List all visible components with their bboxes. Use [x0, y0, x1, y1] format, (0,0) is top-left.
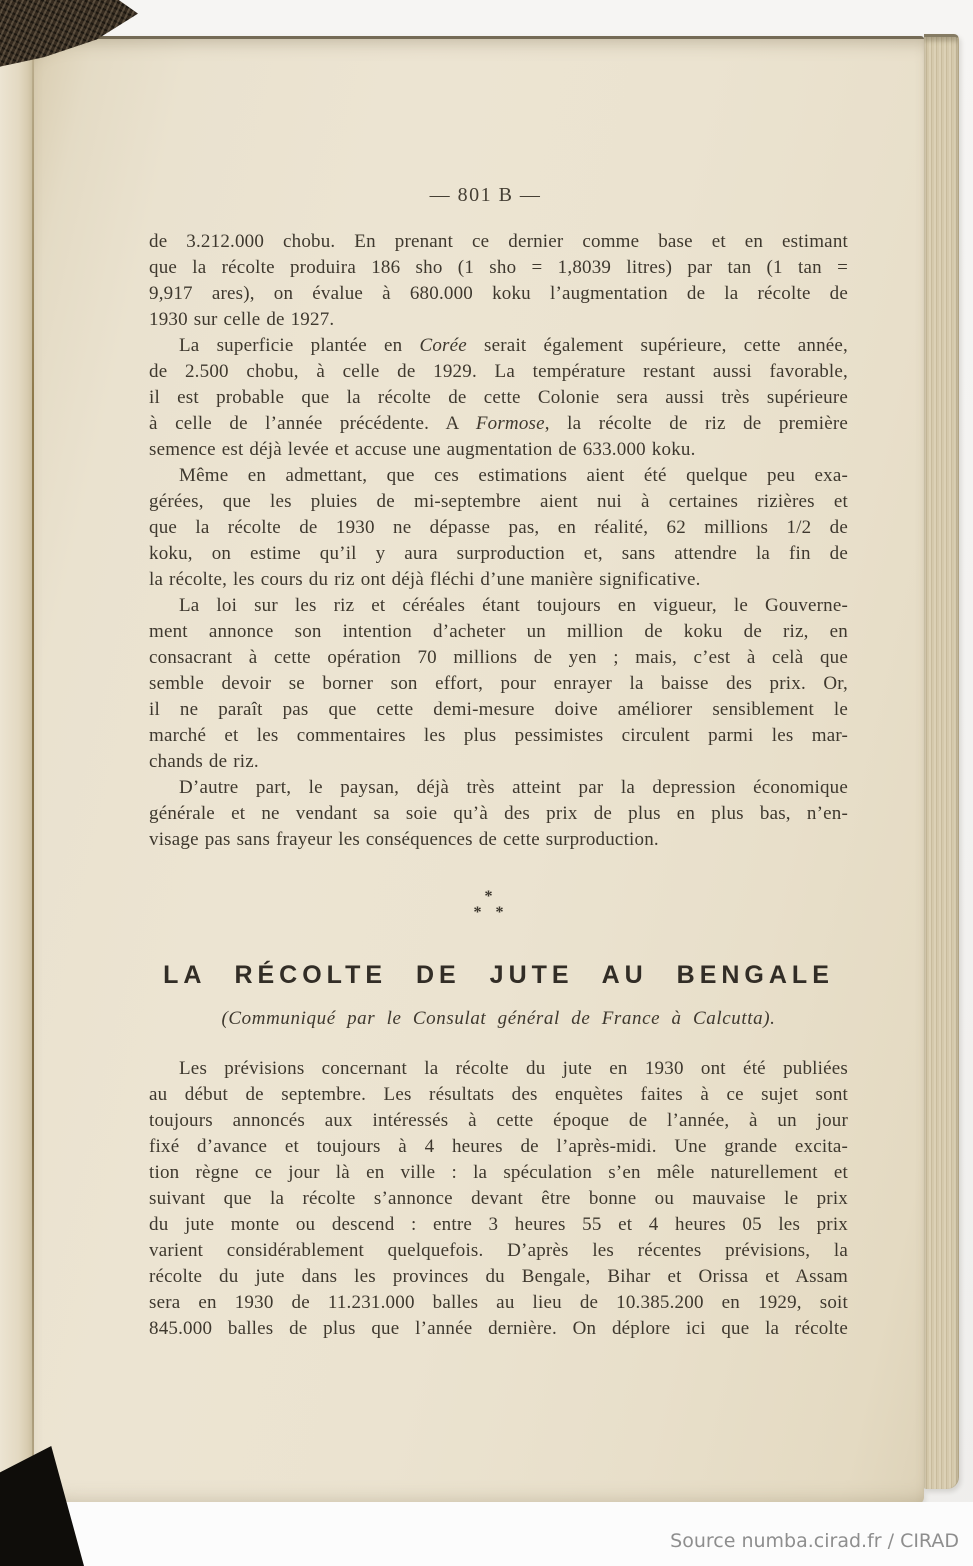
text-line: récolte du jute dans les provinces du Bengale, Bihar et Orissa et Assam	[149, 1266, 848, 1287]
facing-page	[0, 44, 34, 1566]
text-line: gérées, que les pluies de mi-septembre aient nui à certaines rizières et	[149, 491, 848, 512]
text-line: sera en 1930 de 11.231.000 balles au lieu de 10.385.200 en 1929, soit	[149, 1292, 848, 1313]
text-line: générale et ne vendant sa soie qu’à des prix de plus en plus bas, n’en-	[149, 803, 848, 824]
text-line: chands de riz.	[149, 751, 259, 772]
jute-article	[149, 1056, 848, 1342]
text-line: marché et les commentaires les plus pessimistes circulent parmi les mar-	[149, 725, 848, 746]
text-line: 845.000 balles de plus que l’année dernière. On déplore ici que la récolte	[149, 1318, 848, 1339]
text-line: il ne paraît pas que cette demi-mesure doive améliorer sensiblement le	[149, 699, 848, 720]
text-line: La superficie plantée en Corée serait également supérieure, cette année,	[179, 335, 848, 356]
paragraph	[149, 1056, 848, 1342]
text-line: visage pas sans frayeur les conséquences de cette surproduction.	[149, 829, 659, 850]
text-line: toujours annoncés aux intéressés à cette époque de l’année, à un jour	[149, 1110, 848, 1131]
text-line: suivant que la récolte s’annonce devant être bonne ou mauvaise le prix	[149, 1188, 848, 1209]
text-line: 1930 sur celle de 1927.	[149, 309, 335, 330]
text-line: La loi sur les riz et céréales étant toujours en vigueur, le Gouverne-	[179, 595, 848, 616]
rice-article	[149, 229, 848, 853]
text-line: ment annonce son intention d’acheter un million de koku de riz, en	[149, 621, 848, 642]
asterism-top: *	[484, 888, 493, 905]
text-line: D’autre part, le paysan, déjà très atteint par la depression économique	[179, 777, 848, 798]
text-line: à celle de l’année précédente. A Formose, la récolte de riz de première	[149, 413, 848, 434]
text-line: il est probable que la récolte de cette Colonie sera aussi très supérieure	[149, 387, 848, 408]
paragraph	[149, 593, 848, 775]
asterism-separator	[139, 889, 838, 921]
paragraph	[149, 775, 848, 853]
printed-page-content	[149, 184, 848, 1342]
text-line: consacrant à cette opération 70 millions de yen ; mais, c’est à celà que	[149, 647, 848, 668]
asterism-bottom: * *	[473, 904, 504, 921]
page-number: — 801 B —	[429, 184, 542, 206]
gutter-crease	[32, 52, 34, 1490]
text-line: koku, on estime qu’il y aura surproduction et, sans attendre la fin de	[149, 543, 848, 564]
text-line: que la récolte produira 186 sho (1 sho = 1,8039 litres) par tan (1 tan =	[149, 257, 848, 278]
text-line: 9,917 ares), on évalue à 680.000 koku l’augmentation de la récolte de	[149, 283, 848, 304]
text-line: la récolte, les cours du riz ont déjà fléchi d’une manière significative.	[149, 569, 701, 590]
text-line: fixé d’avance et toujours à 4 heures de l’après-midi. Une grande excita-	[149, 1136, 848, 1157]
paragraph	[149, 229, 848, 333]
paragraph	[149, 463, 848, 593]
jute-article-subtitle: (Communiqué par le Consulat général de France à Calcutta).	[221, 1008, 776, 1029]
paragraph	[149, 333, 848, 463]
jute-article-title: LA RÉCOLTE DE JUTE AU BENGALE	[163, 961, 834, 989]
text-line: Même en admettant, que ces estimations aient été quelque peu exa-	[179, 465, 848, 486]
text-line: du jute monte ou descend : entre 3 heures 55 et 4 heures 05 les prix	[149, 1214, 848, 1235]
text-line: de 3.212.000 chobu. En prenant ce dernier comme base et en estimant	[149, 231, 848, 252]
text-line: Les prévisions concernant la récolte du jute en 1930 ont été publiées	[179, 1058, 848, 1079]
text-line: de 2.500 chobu, à celle de 1929. La température restant aussi favorable,	[149, 361, 848, 382]
text-line: semence est déjà levée et accuse une augmentation de 633.000 koku.	[149, 439, 696, 460]
text-line: au début de septembre. Les résultats des enquètes faites à ce sujet sont	[149, 1084, 848, 1105]
source-credit: Source numba.cirad.fr / CIRAD	[670, 1530, 959, 1552]
text-line: semble devoir se borner son effort, pour enrayer la baisse des prix. Or,	[149, 673, 848, 694]
page-edge-stack	[924, 34, 959, 1489]
text-line: varient considérablement quelquefois. D’après les récentes prévisions, la	[149, 1240, 848, 1261]
text-line: que la récolte de 1930 ne dépasse pas, en réalité, 62 millions 1/2 de	[149, 517, 848, 538]
text-line: tion règne ce jour là en ville : la spéculation s’en mêle naturellement et	[149, 1162, 848, 1183]
